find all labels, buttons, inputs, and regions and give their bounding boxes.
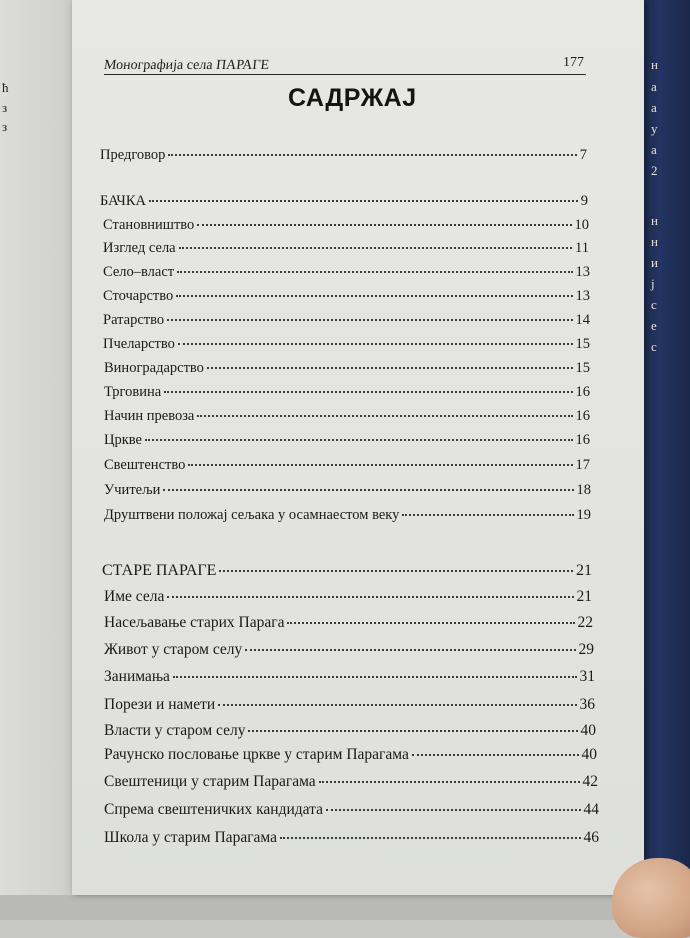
toc-entry-label: Насељавање старих Парага (104, 614, 285, 631)
spine-letter: с (651, 339, 657, 354)
toc-entry-page: 40 (580, 722, 596, 739)
toc-entry-page: 46 (583, 829, 599, 846)
toc-entry[interactable] (103, 312, 590, 334)
toc-entry-label: Сточарство (103, 288, 174, 304)
toc-entry-label: Власти у старом селу (104, 722, 246, 739)
toc-entry-page: 15 (575, 336, 590, 352)
toc-entry[interactable] (104, 432, 590, 454)
toc-entry-page: 42 (582, 773, 598, 790)
spine-letter: н (651, 234, 658, 249)
spine-letter: с (651, 297, 657, 312)
left-page-glyph: з (2, 119, 8, 134)
toc-entry-label: Школа у старим Парагама (104, 829, 278, 846)
toc-entry[interactable] (104, 668, 595, 690)
toc-entry-page: 13 (575, 288, 590, 304)
dot-leader (164, 391, 572, 393)
spine-letter: а (651, 79, 657, 94)
toc-entry[interactable] (104, 641, 594, 663)
spine-letter: е (651, 318, 657, 333)
toc-entry-page: 16 (575, 432, 590, 448)
toc-entry[interactable] (104, 457, 590, 479)
spine-letter: и (651, 255, 658, 270)
toc-entry-label: Живот у старом селу (104, 641, 243, 658)
dot-leader (402, 514, 573, 516)
toc-entry-label: Спрема свештеничких кандидата (104, 801, 323, 818)
toc-entry-section-heading[interactable] (100, 193, 588, 215)
toc-entry[interactable] (104, 696, 595, 718)
toc-entry-label: Свештенство (104, 457, 186, 473)
dot-leader (219, 570, 573, 572)
left-page-glyph: ћ (2, 80, 9, 95)
toc-entry-page: 11 (575, 240, 589, 256)
spine-letter: 2 (651, 163, 658, 178)
toc-title: САДРЖАЈ (288, 84, 417, 112)
dot-leader (177, 271, 572, 273)
toc-entry-page: 15 (575, 360, 590, 376)
toc-entry-label: Виноградарство (104, 360, 204, 376)
toc-entry-page: 7 (579, 147, 587, 163)
toc-entry-label: Цркве (104, 432, 142, 448)
dot-leader (167, 596, 573, 598)
toc-entry-label: Трговина (104, 384, 162, 400)
toc-entry-page: 17 (575, 457, 590, 473)
toc-entry-preface[interactable] (100, 147, 587, 169)
toc-entry-label: Село–власт (103, 264, 175, 280)
toc-entry-label: Свештеници у старим Парагама (104, 773, 316, 790)
toc-entry-page: 44 (583, 801, 599, 818)
toc-entry-label: Ратарство (103, 312, 165, 328)
toc-entry-page: 22 (577, 614, 593, 631)
dot-leader (167, 319, 572, 321)
toc-entry-page: 19 (576, 507, 591, 523)
toc-entry-page: 36 (579, 696, 595, 713)
header-rule (104, 74, 586, 75)
spine-letter: а (651, 142, 657, 157)
toc-entry-page: 21 (576, 588, 592, 605)
spine-letter: а (651, 100, 657, 115)
toc-entry-label: Становништво (103, 217, 195, 233)
dot-leader (188, 464, 572, 466)
toc-entry[interactable] (104, 773, 598, 795)
toc-entry[interactable] (104, 588, 592, 610)
book-cover-spine (640, 0, 690, 920)
toc-entry-page: 16 (575, 408, 590, 424)
previous-page (0, 0, 82, 920)
toc-entry-page: 21 (576, 562, 592, 579)
toc-entry-page: 10 (574, 217, 589, 233)
dot-leader (163, 489, 573, 491)
toc-entry-label: Занимања (104, 668, 170, 685)
dot-leader (168, 154, 576, 156)
dot-leader (412, 754, 579, 756)
dot-leader (319, 781, 580, 783)
toc-entry-label: Учитељи (104, 482, 161, 498)
toc-entry[interactable] (103, 336, 590, 358)
toc-entry-section-heading[interactable] (102, 562, 592, 584)
toc-entry-label: Друштвени положај сељака у осамнаестом веку (104, 507, 400, 523)
toc-entry-label: Начин превоза (104, 408, 195, 424)
toc-entry-label: Предговор (100, 147, 166, 163)
toc-entry-label: Порези и намети (104, 696, 216, 713)
toc-entry[interactable] (103, 240, 589, 262)
toc-entry[interactable] (104, 384, 590, 406)
toc-entry[interactable] (104, 408, 590, 430)
dot-leader (173, 676, 577, 678)
dot-leader (218, 704, 576, 706)
toc-entry-page: 9 (580, 193, 588, 209)
dot-leader (197, 415, 572, 417)
toc-entry-page: 31 (579, 668, 595, 685)
toc-entry[interactable] (104, 829, 599, 851)
dot-leader (179, 247, 572, 249)
toc-entry-page: 40 (581, 746, 597, 763)
toc-entry[interactable] (104, 507, 591, 529)
dot-leader (326, 809, 581, 811)
toc-entry-page: 18 (576, 482, 591, 498)
dot-leader (145, 439, 573, 441)
toc-entry-label: Име села (104, 588, 165, 605)
dot-leader (207, 367, 573, 369)
toc-entry-page: 13 (575, 264, 590, 280)
dot-leader (245, 649, 575, 651)
toc-entry[interactable] (103, 288, 590, 310)
table-surface (0, 895, 690, 920)
toc-entry[interactable] (104, 722, 596, 744)
toc-entry[interactable] (104, 801, 599, 823)
dot-leader (178, 343, 573, 345)
toc-entry-page: 29 (578, 641, 594, 658)
spine-letter: н (651, 213, 658, 228)
dot-leader (176, 295, 572, 297)
dot-leader (149, 200, 578, 202)
toc-entry-label: БАЧКА (100, 193, 146, 209)
toc-entry-label: Рачунско пословање цркве у старим Парагама (104, 746, 409, 763)
toc-entry[interactable] (104, 482, 591, 504)
toc-entry[interactable] (104, 360, 590, 382)
toc-entry-page: 16 (575, 384, 590, 400)
toc-entry[interactable] (103, 217, 589, 239)
running-title: Монографија села ПАРАГЕ (103, 58, 270, 73)
spine-letter: у (651, 121, 658, 136)
dot-leader (197, 224, 571, 226)
spine-letter: ј (651, 276, 655, 291)
page-number: 177 (563, 55, 584, 70)
toc-entry-page: 14 (575, 312, 590, 328)
dot-leader (248, 730, 577, 732)
toc-entry-label: СТАРЕ ПАРАГЕ (102, 562, 217, 579)
toc-entry[interactable] (103, 264, 590, 286)
toc-entry[interactable] (104, 614, 593, 636)
dot-leader (287, 622, 574, 624)
toc-entry-label: Изглед села (103, 240, 176, 256)
toc-entry-label: Пчеларство (103, 336, 175, 352)
toc-entry[interactable] (104, 746, 597, 768)
dot-leader (280, 837, 580, 839)
spine-letter: н (651, 57, 658, 72)
left-page-glyph: з (2, 100, 8, 115)
